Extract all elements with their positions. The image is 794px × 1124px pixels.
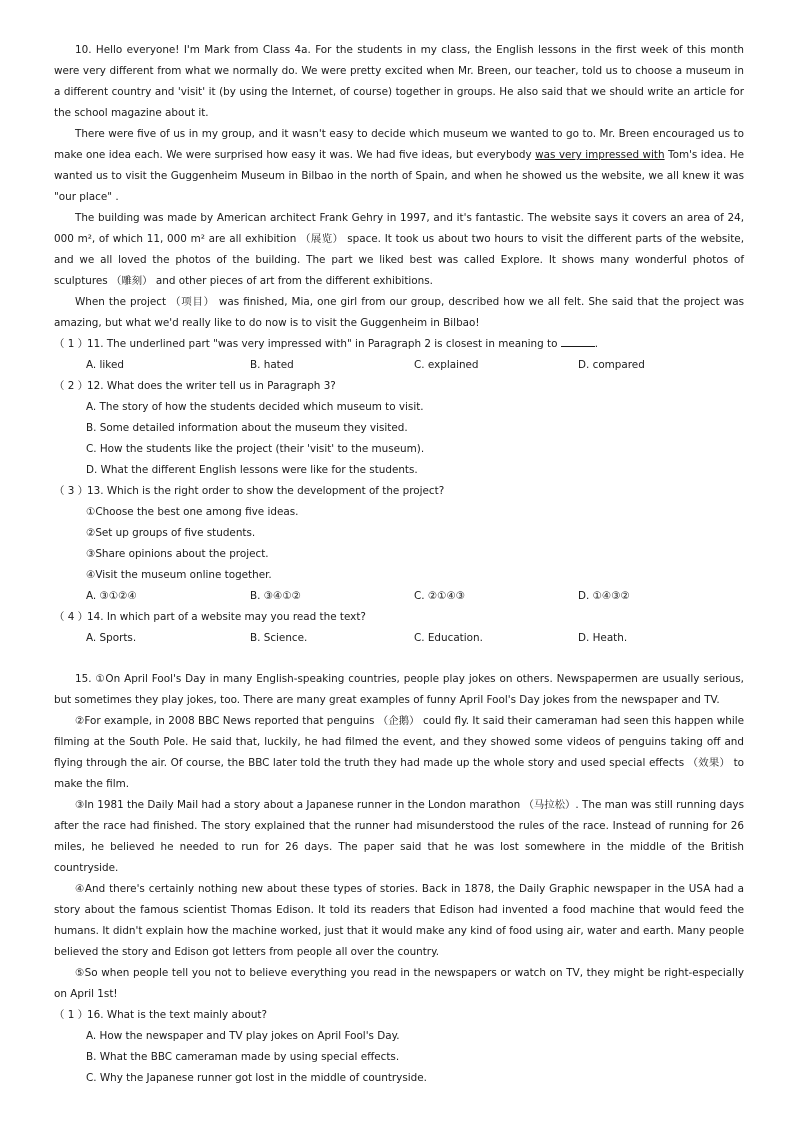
passage2-paragraph-1: 15. ①On April Fool's Day in many English-speaking countries, people play jokes on others. Newspapermen are usually serious, but sometimes they play jokes, too. There are many great examples of funny April Fool's Day jokes from the newspaper and TV. xyxy=(54,673,744,706)
step-2: ②Set up groups of five students. xyxy=(86,527,256,539)
question-set-2 xyxy=(54,1005,744,1089)
passage2-paragraph-5: ⑤So when people tell you not to believe everything you read in the newspapers or watch on TV, they might be right-especially on April 1st! xyxy=(54,967,744,1000)
answer-blank xyxy=(561,334,595,347)
option-b[interactable]: B. hated xyxy=(250,359,294,371)
option-b[interactable]: B. Science. xyxy=(250,632,308,644)
option-c[interactable]: C. Why the Japanese runner got lost in the middle of countryside. xyxy=(86,1072,427,1084)
option-row xyxy=(54,628,744,649)
option-row xyxy=(54,355,744,376)
option-b[interactable]: B. What the BBC cameraman made by using special effects. xyxy=(86,1051,400,1063)
passage1-paragraph-2 xyxy=(54,124,744,208)
question-number: （ 4 ） xyxy=(54,611,88,623)
option-a[interactable]: A. ③①②④ xyxy=(86,590,137,602)
option-a[interactable]: A. liked xyxy=(86,359,124,371)
question-set-1 xyxy=(54,334,744,649)
step-1: ①Choose the best one among five ideas. xyxy=(86,506,299,518)
question-text: 13. Which is the right order to show the development of the project? xyxy=(87,485,445,497)
passage2-paragraph-2: ②For example, in 2008 BBC News reported that penguins （企鹅） could fly. It said their cameraman had seen this happen while filming at the South Pole. He said that, luckily, he had filmed the event, and they showed some videos of penguins taking off and flying through the air. Of course, the BBC later told the truth they had made up the whole story and used special effects （效果） to make the film. xyxy=(54,715,744,790)
reading-passage-2 xyxy=(54,669,744,1005)
passage1-paragraph-4: When the project （项目） was finished, Mia, one girl from our group, described how we all felt. She said that the project was amazing, but what we'd really like to do now is to visit the Guggenheim in Bilbao! xyxy=(54,296,744,329)
question-stem xyxy=(54,1005,744,1026)
option-c[interactable]: C. explained xyxy=(414,359,479,371)
passage2-paragraph-4: ④And there's certainly nothing new about these types of stories. Back in 1878, the Daily Graphic newspaper in the USA had a story about the famous scientist Thomas Edison. It told its readers that Edison had invented a food machine that would feed the humans. It didn't explain how the machine worked, just that it would make any kind of food using air, water and earth. Many people believed the story and Edison got letters from people all over the country. xyxy=(54,883,744,958)
underlined-phrase: was very impressed with xyxy=(535,149,665,161)
passage2-paragraph-3: ③In 1981 the Daily Mail had a story about a Japanese runner in the London marathon （马拉松）. The man was still running days after the race had finished. The story explained that the runner had misunderstood the rules of the race. Instead of running for 26 miles, he believed he needed to run for 26 days. The paper said that he was lost somewhere in the middle of the British countryside. xyxy=(54,799,744,874)
question-16 xyxy=(54,1005,744,1089)
option-c[interactable]: C. How the students like the project (their 'visit' to the museum). xyxy=(86,443,425,455)
step-3: ③Share opinions about the project. xyxy=(86,548,269,560)
passage1-paragraph-2-text-a: There were five of us in my group, and it wasn't easy to decide which museum we wanted to go to. Mr. Breen encouraged us to make one idea each. We were surprised how easy it was. We had five ideas, but everybody xyxy=(54,128,744,161)
option-b[interactable]: B. ③④①② xyxy=(250,590,301,602)
question-number: （ 1 ） xyxy=(54,338,88,350)
option-b[interactable]: B. Some detailed information about the museum they visited. xyxy=(86,422,408,434)
passage1-paragraph-1: 10. Hello everyone! I'm Mark from Class 4a. For the students in my class, the English lessons in the first week of this month were very different from what we normally do. We were pretty excited when Mr. Breen, our teacher, told us to choose a museum in a different country and 'visit' it (by using the Internet, of course) together in groups. He also said that we should write an article for the school magazine about it. xyxy=(54,44,744,119)
question-text: 16. What is the text mainly about? xyxy=(87,1009,267,1021)
worksheet-page xyxy=(54,40,744,1089)
question-11 xyxy=(54,334,744,376)
question-12 xyxy=(54,376,744,481)
option-row xyxy=(54,586,744,607)
question-13 xyxy=(54,481,744,607)
question-number: （ 1 ） xyxy=(54,1009,88,1021)
section-gap xyxy=(54,649,744,669)
question-14 xyxy=(54,607,744,649)
option-d[interactable]: D. Heath. xyxy=(578,632,628,644)
question-stem xyxy=(54,376,744,397)
passage1-paragraph-2-text-b: Tom's idea. He wanted us to visit the Guggenheim Museum in Bilbao in the north of Spain, and when he showed us the website, we all knew it was "our place" . xyxy=(54,149,744,203)
option-c[interactable]: C. Education. xyxy=(414,632,483,644)
question-text: 14. In which part of a website may you read the text? xyxy=(87,611,366,623)
option-c[interactable]: C. ②①④③ xyxy=(414,590,466,602)
option-d[interactable]: D. ①④③② xyxy=(578,590,630,602)
question-stem xyxy=(54,607,744,628)
question-text: 11. The underlined part "was very impressed with" in Paragraph 2 is closest in meaning to xyxy=(87,338,561,350)
option-a[interactable]: A. The story of how the students decided which museum to visit. xyxy=(86,401,424,413)
option-d[interactable]: D. What the different English lessons were like for the students. xyxy=(86,464,418,476)
question-stem xyxy=(54,481,744,502)
passage1-paragraph-3: The building was made by American architect Frank Gehry in 1997, and it's fantastic. The website says it covers an area of 24, 000 m², of which 11, 000 m² are all exhibition （展览） space. It took us about two hours to visit the different parts of the website, and we all loved the photos of the building. The part we liked best was called Explore. It shows many wonderful photos of sculptures （雕刻） and other pieces of art from the different exhibitions. xyxy=(54,212,744,287)
question-text: 12. What does the writer tell us in Paragraph 3? xyxy=(87,380,336,392)
question-stem xyxy=(54,334,744,355)
question-number: （ 3 ） xyxy=(54,485,88,497)
question-number: （ 2 ） xyxy=(54,380,88,392)
option-d[interactable]: D. compared xyxy=(578,359,645,371)
reading-passage-1 xyxy=(54,40,744,334)
question-text-end: . xyxy=(594,338,599,350)
option-a[interactable]: A. How the newspaper and TV play jokes on April Fool's Day. xyxy=(86,1030,400,1042)
step-4: ④Visit the museum online together. xyxy=(86,569,272,581)
option-a[interactable]: A. Sports. xyxy=(86,632,137,644)
